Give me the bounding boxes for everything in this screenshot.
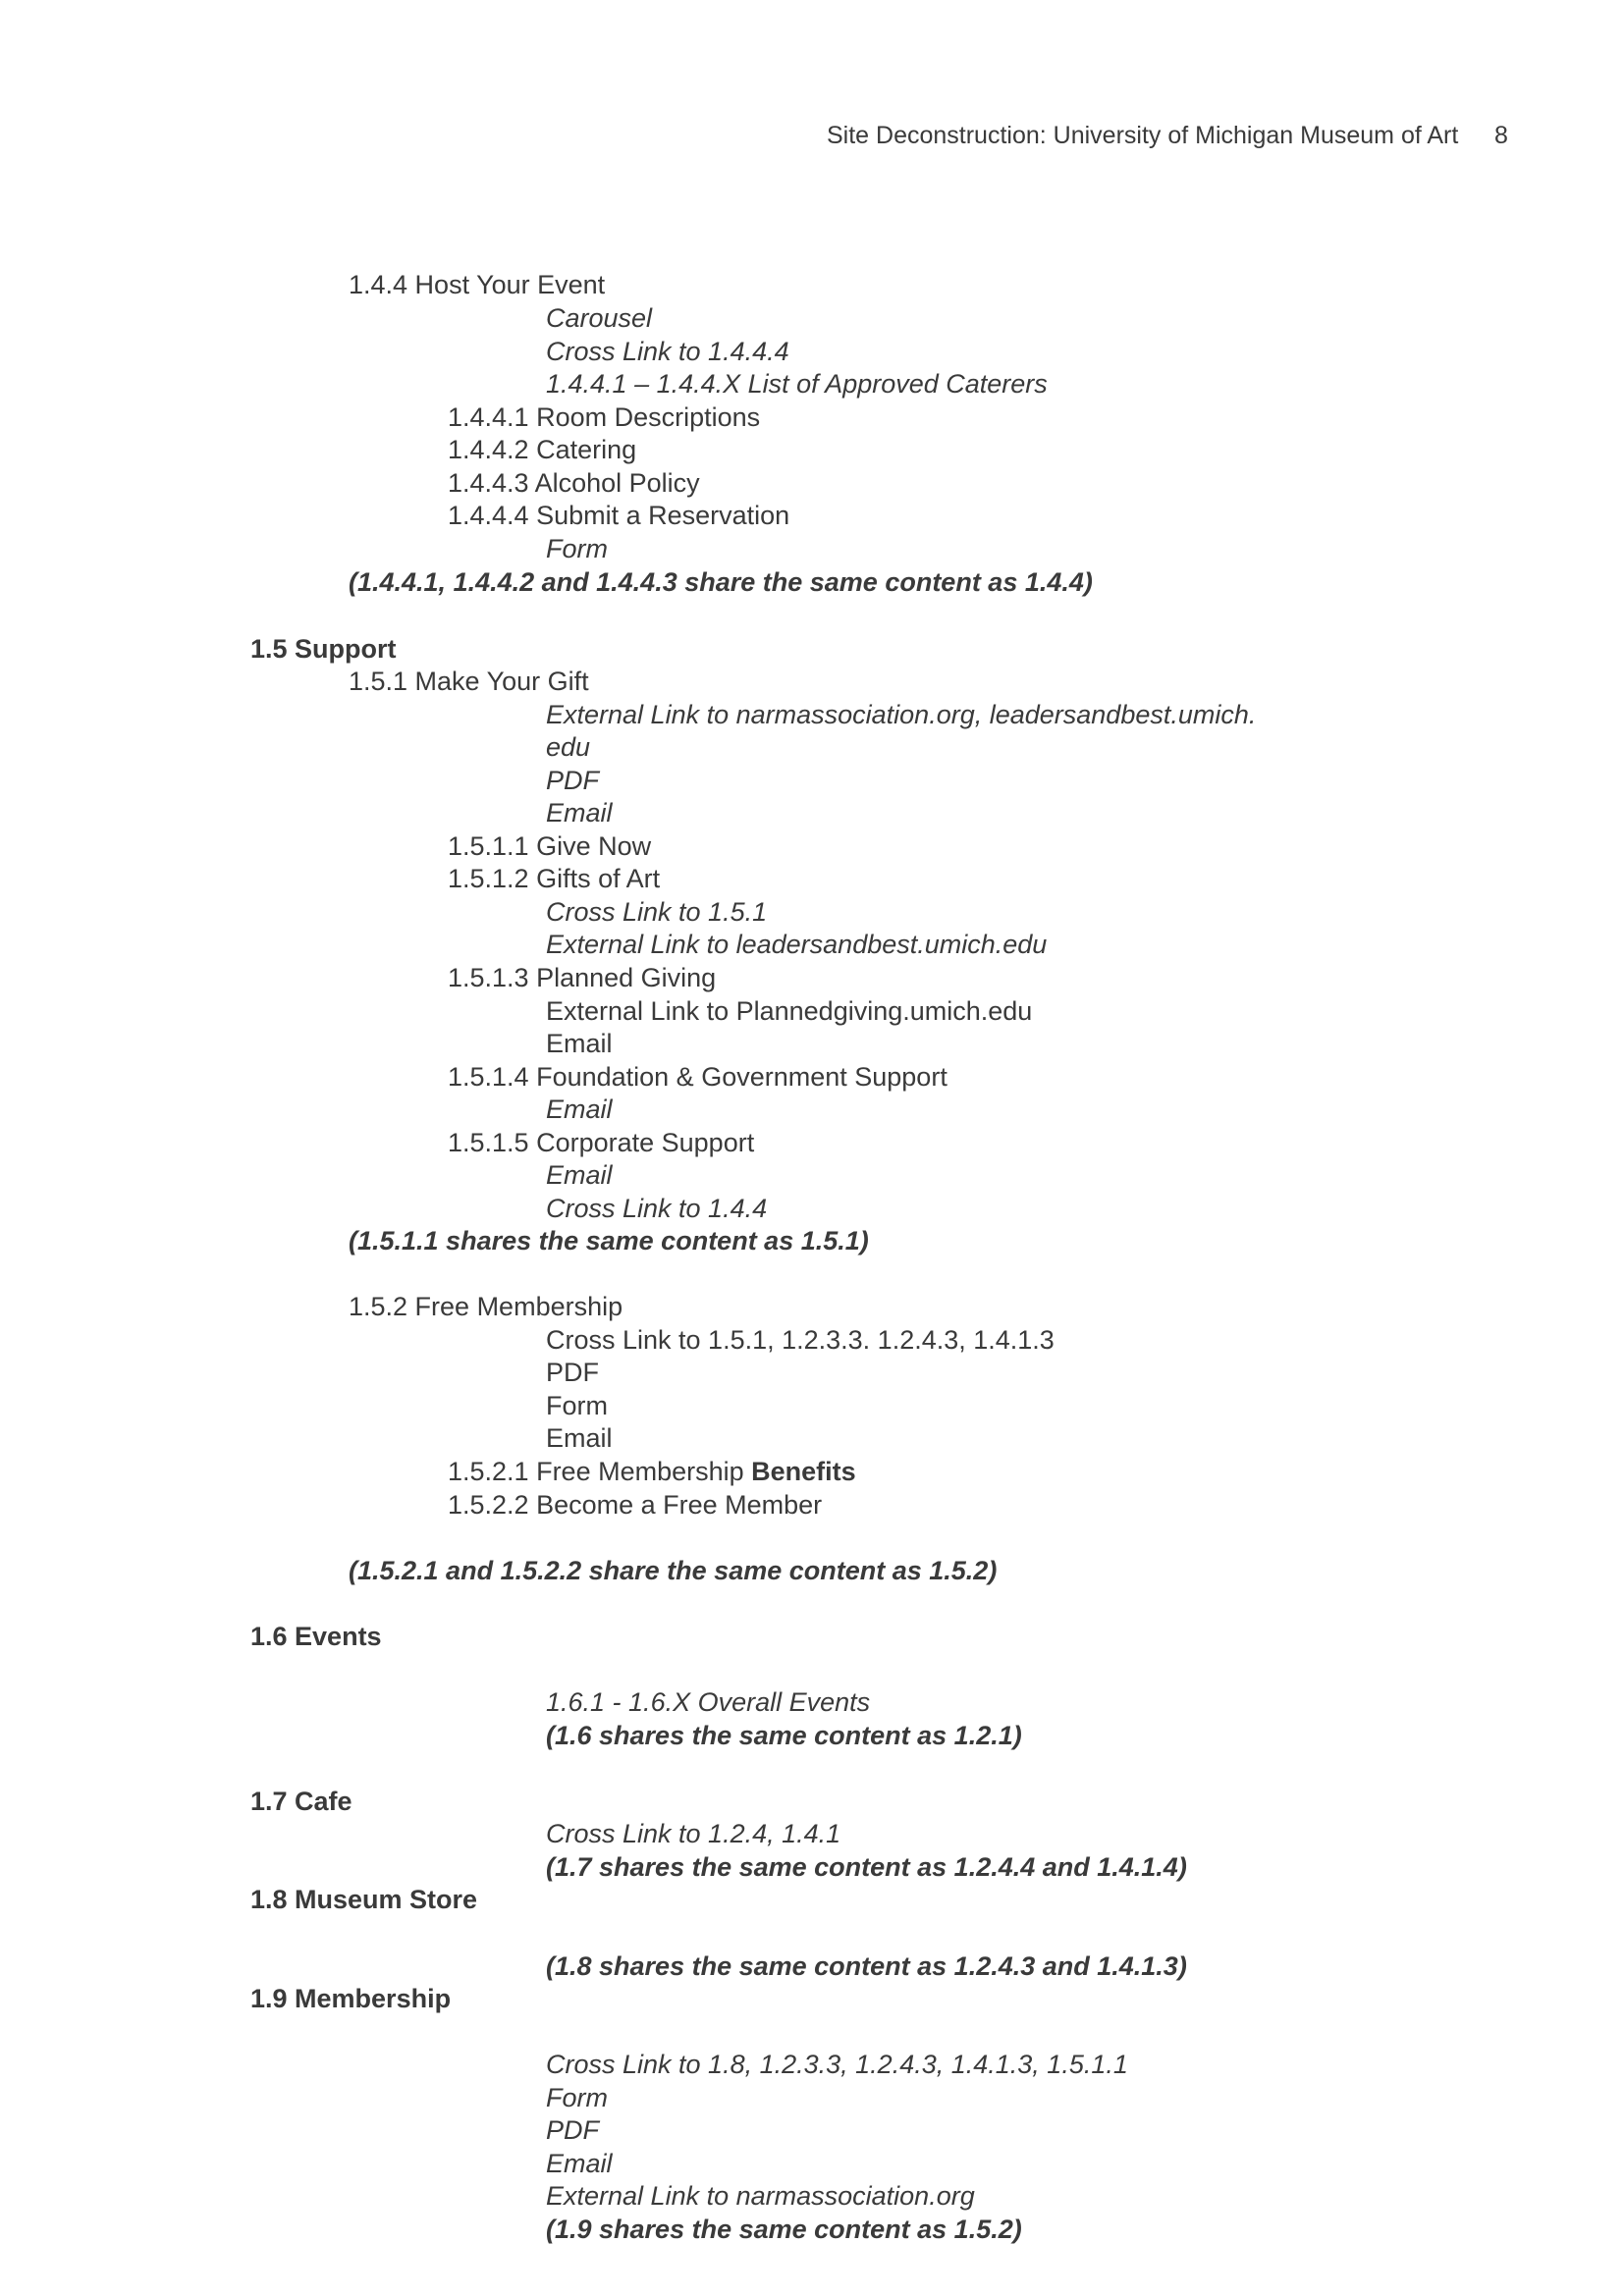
item-external-link-cont: edu [546,732,591,762]
item-external-link: External Link to leadersandbest.umich.edu [546,930,1048,959]
note-1-6: (1.6 shares the same content as 1.2.1) [546,1721,1022,1750]
item-pdf: PDF [546,1358,599,1387]
item-form: Form [546,2083,608,2112]
item-carousel: Carousel [546,303,653,333]
item-email: Email [546,1423,613,1453]
section-1-5-1-title: 1.5.1 Make Your Gift [349,667,589,696]
item-email: Email [546,798,613,828]
page-number: 8 [1494,122,1508,149]
section-1-7-title: 1.7 Cafe [250,1787,352,1816]
item-email: Email [546,1160,613,1190]
item-email: Email [546,2149,613,2178]
item-email: Email [546,1029,613,1058]
subsection-1-4-4-1: 1.4.4.1 Room Descriptions [448,402,761,432]
running-header-title: Site Deconstruction: University of Michigan Museum of Art [827,122,1459,149]
item-cross-link: Cross Link to 1.4.4.4 [546,337,789,366]
section-1-5-title: 1.5 Support [250,634,397,664]
note-1-5-1: (1.5.1.1 shares the same content as 1.5.1) [349,1226,869,1255]
subsection-1-5-1-5: 1.5.1.5 Corporate Support [448,1128,755,1157]
note-1-5-2: (1.5.2.1 and 1.5.2.2 share the same content as 1.5.2) [349,1556,998,1585]
subsection-1-4-4-4: 1.4.4.4 Submit a Reservation [448,501,790,530]
subsection-1-5-1-4: 1.5.1.4 Foundation & Government Support [448,1062,947,1092]
item-cross-link: Cross Link to 1.5.1 [546,897,768,927]
item-email: Email [546,1095,613,1124]
note-1-7: (1.7 shares the same content as 1.2.4.4 and 1.4.1.4) [546,1852,1187,1882]
subsection-1-5-1-3: 1.5.1.3 Planned Giving [448,963,717,992]
item-external-link: External Link to narmassociation.org, leadersandbest.umich. [546,700,1257,729]
item-external-link: External Link to narmassociation.org [546,2181,975,2211]
subsection-1-5-1-2: 1.5.1.2 Gifts of Art [448,864,661,893]
section-1-5-2-title: 1.5.2 Free Membership [349,1292,623,1321]
item-caterers-list: 1.4.4.1 – 1.4.4.X List of Approved Caterers [546,369,1048,399]
item-pdf: PDF [546,766,599,795]
subsection-1-4-4-2: 1.4.4.2 Catering [448,435,637,464]
subsection-1-5-2-1 [448,1455,856,1488]
section-1-8-title: 1.8 Museum Store [250,1885,478,1914]
item-external-link: External Link to Plannedgiving.umich.edu [546,996,1033,1026]
item-cross-link: Cross Link to 1.2.4, 1.4.1 [546,1819,841,1848]
section-1-6-title: 1.6 Events [250,1622,382,1651]
subsection-1-5-2-2: 1.5.2.2 Become a Free Member [448,1490,823,1520]
item-cross-link: Cross Link to 1.4.4 [546,1194,768,1223]
subsection-1-5-2-1-label: 1.5.2.1 Free Membership [448,1457,752,1486]
section-1-4-4-title: 1.4.4 Host Your Event [349,270,606,299]
note-1-9: (1.9 shares the same content as 1.5.2) [546,2215,1022,2244]
section-1-9-title: 1.9 Membership [250,1984,452,2013]
item-overall-events: 1.6.1 - 1.6.X Overall Events [546,1687,871,1717]
item-pdf: PDF [546,2115,599,2145]
subsection-1-5-1-1: 1.5.1.1 Give Now [448,831,652,861]
note-1-8: (1.8 shares the same content as 1.2.4.3 and 1.4.1.3) [546,1951,1187,1981]
subsection-1-4-4-3: 1.4.4.3 Alcohol Policy [448,468,700,498]
item-cross-link: Cross Link to 1.5.1, 1.2.3.3. 1.2.4.3, 1.4.1.3 [546,1325,1055,1355]
item-form: Form [546,534,608,563]
benefits-bold: Benefits [751,1457,856,1486]
item-cross-link: Cross Link to 1.8, 1.2.3.3, 1.2.4.3, 1.4.1.3, 1.5.1.1 [546,2050,1128,2079]
item-form: Form [546,1391,608,1420]
note-1-4-4: (1.4.4.1, 1.4.4.2 and 1.4.4.3 share the same content as 1.4.4) [349,567,1093,597]
